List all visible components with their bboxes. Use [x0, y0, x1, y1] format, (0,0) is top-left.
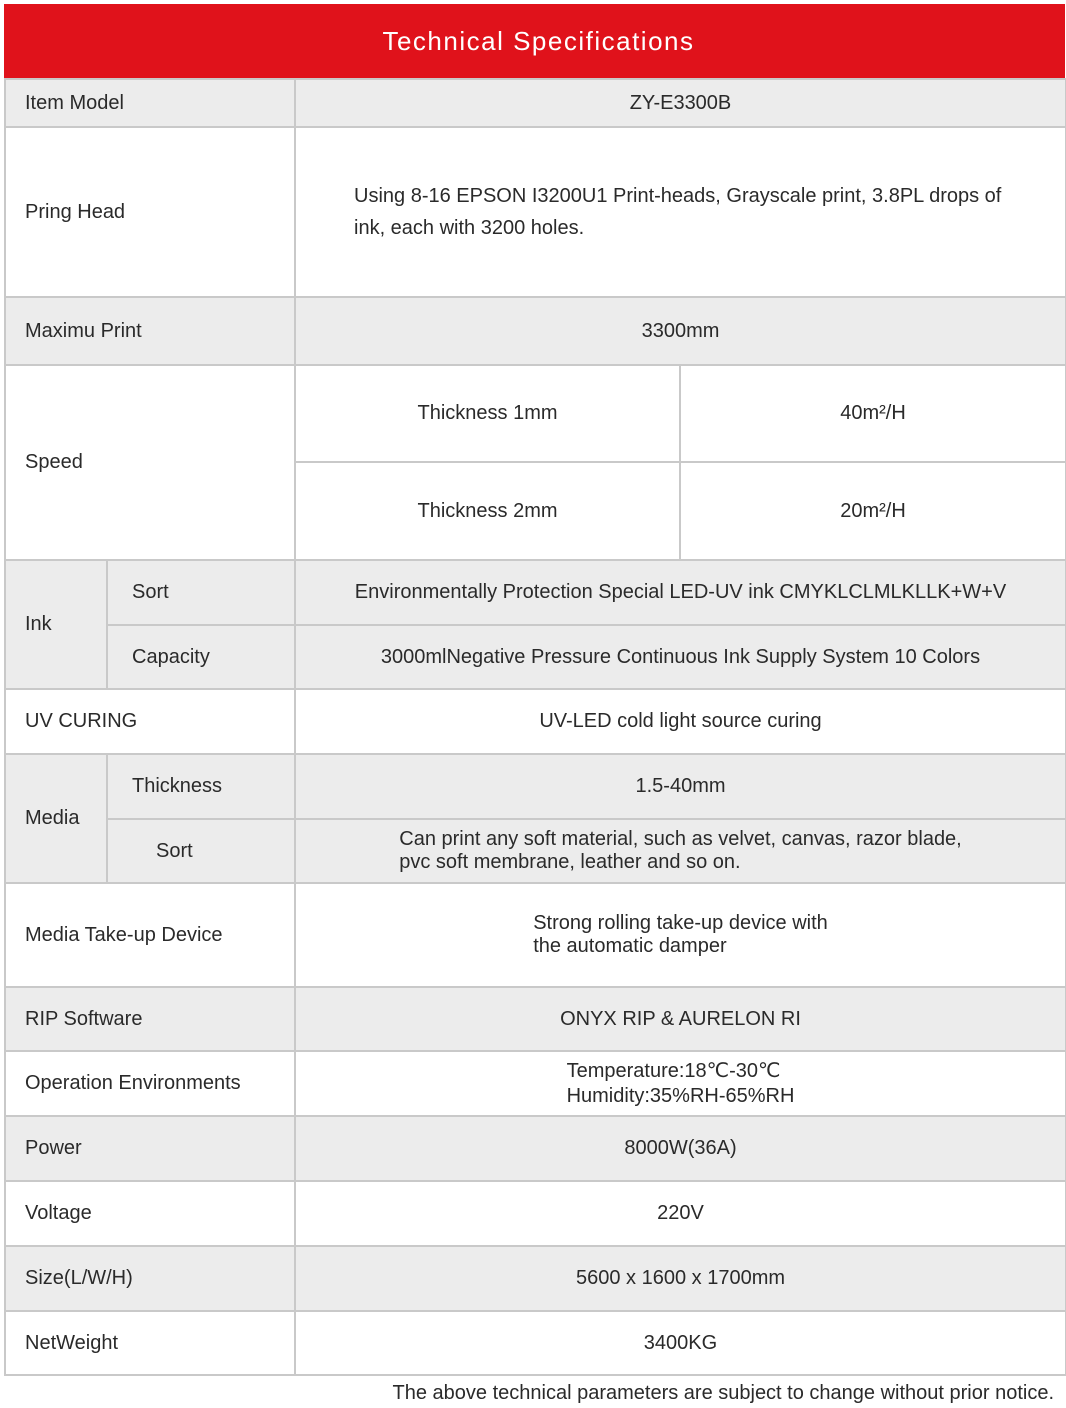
- env-line-2: Humidity:35%RH-65%RH: [566, 1084, 795, 1107]
- env-line-1: Temperature:18℃-30℃: [566, 1059, 781, 1082]
- row-takeup: [5, 883, 1066, 987]
- value-uv-curing: UV-LED cold light source curing: [295, 689, 1066, 754]
- label-media-thickness: Thickness: [107, 754, 295, 819]
- row-speed-1: [5, 365, 1066, 462]
- label-speed: Speed: [5, 365, 295, 560]
- row-max-print: [5, 297, 1066, 365]
- row-ink-capacity: [5, 625, 1066, 689]
- row-uv-curing: [5, 689, 1066, 754]
- value-item-model: ZY-E3300B: [295, 79, 1066, 127]
- row-ink-sort: [5, 560, 1066, 625]
- footnote: The above technical parameters are subject to change without prior notice.: [392, 1382, 1054, 1404]
- label-ink-sort: Sort: [107, 560, 295, 625]
- row-media-thickness: [5, 754, 1066, 819]
- row-environment: [5, 1051, 1066, 1116]
- label-voltage: Voltage: [5, 1181, 295, 1246]
- label-ink-capacity: Capacity: [107, 625, 295, 689]
- row-item-model: [5, 79, 1066, 127]
- label-size: Size(L/W/H): [5, 1246, 295, 1311]
- takeup-line-1: Strong rolling take-up device with: [533, 912, 828, 934]
- page-title: Technical Specifications: [382, 25, 695, 56]
- row-size: [5, 1246, 1066, 1311]
- value-ink-capacity: 3000mlNegative Pressure Continuous Ink Supply System 10 Colors: [295, 625, 1066, 689]
- value-ink-sort: Environmentally Protection Special LED-UV ink CMYKLCLMLKLLK+W+V: [295, 560, 1066, 625]
- value-power: 8000W(36A): [295, 1116, 1066, 1181]
- label-item-model: Item Model: [5, 79, 295, 127]
- label-media-sort: Sort: [107, 819, 295, 883]
- label-rip: RIP Software: [5, 987, 295, 1051]
- spec-table: [4, 78, 1066, 1376]
- value-media-thickness: 1.5-40mm: [295, 754, 1066, 819]
- row-media-sort: [5, 819, 1066, 883]
- value-print-head: Using 8-16 EPSON I3200U1 Print-heads, Grayscale print, 3.8PL drops of ink, each with 3200 holes.: [295, 127, 1066, 297]
- value-size: 5600 x 1600 x 1700mm: [295, 1246, 1066, 1311]
- value-rip: ONYX RIP & AURELON RI: [295, 987, 1066, 1051]
- label-ink: Ink: [5, 560, 107, 689]
- label-uv-curing: UV CURING: [5, 689, 295, 754]
- media-sort-line-2: pvc soft membrane, leather and so on.: [399, 851, 741, 873]
- label-media: Media: [5, 754, 107, 883]
- value-weight: 3400KG: [295, 1311, 1066, 1375]
- row-voltage: [5, 1181, 1066, 1246]
- value-environment: [295, 1051, 1066, 1116]
- speed-thickness-1: Thickness 1mm: [295, 365, 680, 462]
- value-voltage: 220V: [295, 1181, 1066, 1246]
- spec-header: [4, 4, 1065, 78]
- row-power: [5, 1116, 1066, 1181]
- label-power: Power: [5, 1116, 295, 1181]
- speed-rate-1: 40m²/H: [680, 365, 1066, 462]
- label-environment: Operation Environments: [5, 1051, 295, 1116]
- speed-thickness-2: Thickness 2mm: [295, 462, 680, 560]
- value-takeup: [295, 883, 1066, 987]
- value-media-sort: [295, 819, 1066, 883]
- label-print-head: Pring Head: [5, 127, 295, 297]
- speed-rate-2: 20m²/H: [680, 462, 1066, 560]
- label-takeup: Media Take-up Device: [5, 883, 295, 987]
- takeup-line-2: the automatic damper: [533, 935, 727, 957]
- label-max-print: Maximu Print: [5, 297, 295, 365]
- row-print-head: [5, 127, 1066, 297]
- media-sort-line-1: Can print any soft material, such as velvet, canvas, razor blade,: [399, 828, 962, 850]
- label-weight: NetWeight: [5, 1311, 295, 1375]
- row-weight: [5, 1311, 1066, 1375]
- value-max-print: 3300mm: [295, 297, 1066, 365]
- row-rip: [5, 987, 1066, 1051]
